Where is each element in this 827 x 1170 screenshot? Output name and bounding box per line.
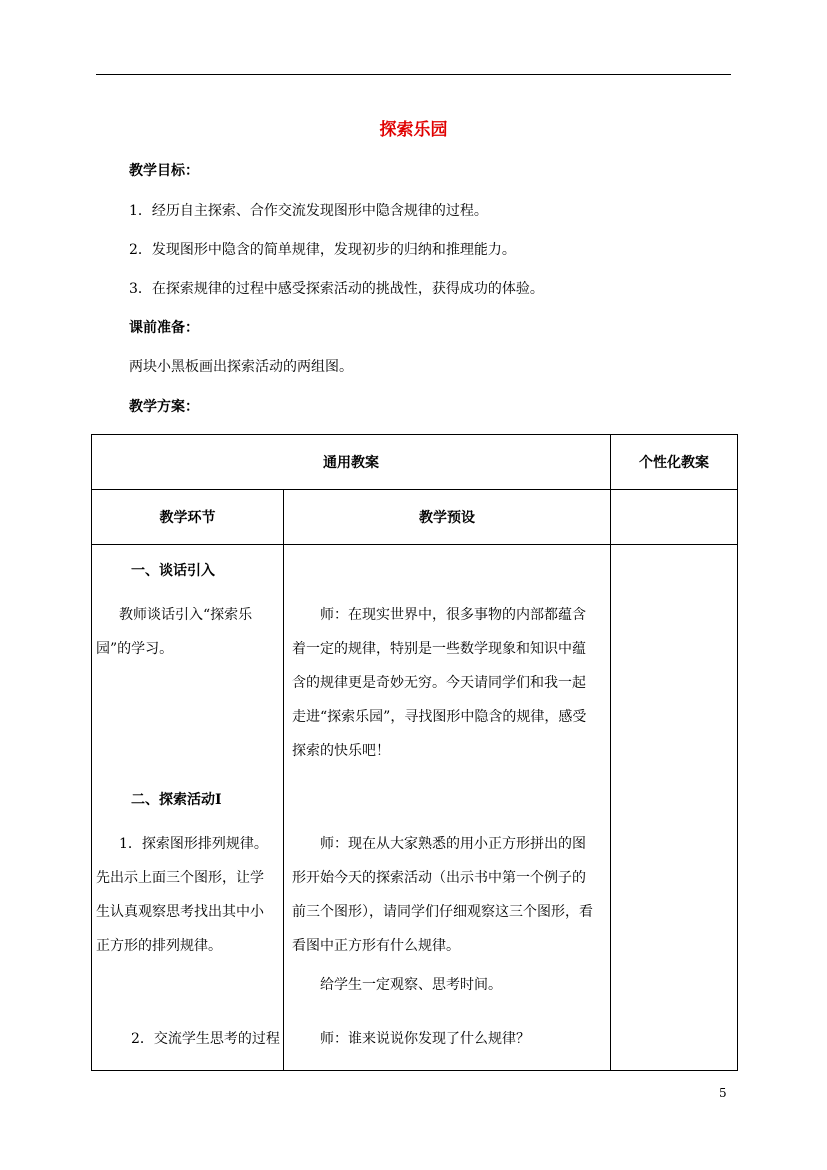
document-title: 探索乐园	[379, 120, 448, 140]
stage-line: 1．探索图形排列规律。	[119, 836, 268, 852]
preset-line: 师：谁来说说你发现了什么规律？	[320, 1031, 530, 1047]
stage-title: 一、谈话引入	[131, 563, 215, 579]
stage-line: 正方形的排列规律。	[96, 938, 222, 954]
objective-item: 3．在探索规律的过程中感受探索活动的挑战性，获得成功的体验。	[129, 281, 544, 297]
personal-plan-header: 个性化教案	[611, 435, 738, 490]
stage-line: 2．交流学生思考的过程	[131, 1031, 280, 1047]
table-subheader-row	[92, 490, 738, 545]
preset-line: 前三个图形），请同学们仔细观察这三个图形，看	[292, 904, 593, 920]
stage-column-header: 教学环节	[92, 490, 284, 545]
stage-line: 园”的学习。	[96, 641, 174, 657]
stage-cell	[92, 545, 283, 1070]
header-rule	[96, 74, 731, 75]
stage-line: 教师谈话引入“探索乐	[119, 607, 253, 623]
objectives-heading: 教学目标：	[129, 163, 199, 179]
stage-line: 生认真观察思考找出其中小	[96, 904, 264, 920]
preset-line: 探索的快乐吧！	[292, 743, 390, 759]
table-row	[92, 545, 738, 1071]
objective-item: 1．经历自主探索、合作交流发现图形中隐含规律的过程。	[129, 203, 488, 219]
table-header-row	[92, 435, 738, 490]
preset-line: 含的规律更是奇妙无穷。今天请同学们和我一起	[292, 675, 586, 691]
general-plan-header: 通用教案	[92, 435, 611, 490]
preset-line: 看图中正方形有什么规律。	[292, 938, 460, 954]
preset-line: 形开始今天的探索活动（出示书中第一个例子的	[292, 870, 586, 886]
preset-cell	[284, 545, 610, 1070]
personal-plan-empty	[611, 490, 738, 545]
preset-line: 师：在现实世界中，很多事物的内部都蕴含	[320, 607, 586, 623]
preset-column-header: 教学预设	[284, 490, 611, 545]
preset-line: 给学生一定观察、思考时间。	[320, 977, 502, 993]
stage-title: 二、探索活动Ⅰ	[131, 792, 222, 808]
teaching-plan-table	[91, 434, 738, 1071]
plan-heading: 教学方案：	[129, 399, 199, 415]
preset-line: 师：现在从大家熟悉的用小正方形拼出的图	[320, 836, 586, 852]
prep-heading: 课前准备：	[129, 320, 199, 336]
stage-line: 先出示上面三个图形，让学	[96, 870, 264, 886]
preset-line: 着一定的规律，特别是一些数学现象和知识中蕴	[292, 641, 586, 657]
objective-item: 2．发现图形中隐含的简单规律，发现初步的归纳和推理能力。	[129, 242, 516, 258]
prep-text: 两块小黑板画出探索活动的两组图。	[129, 359, 353, 375]
preset-line: 走进“探索乐园”，寻找图形中隐含的规律，感受	[292, 709, 587, 725]
personal-plan-cell	[611, 545, 737, 1070]
page-number: 5	[719, 1086, 727, 1100]
